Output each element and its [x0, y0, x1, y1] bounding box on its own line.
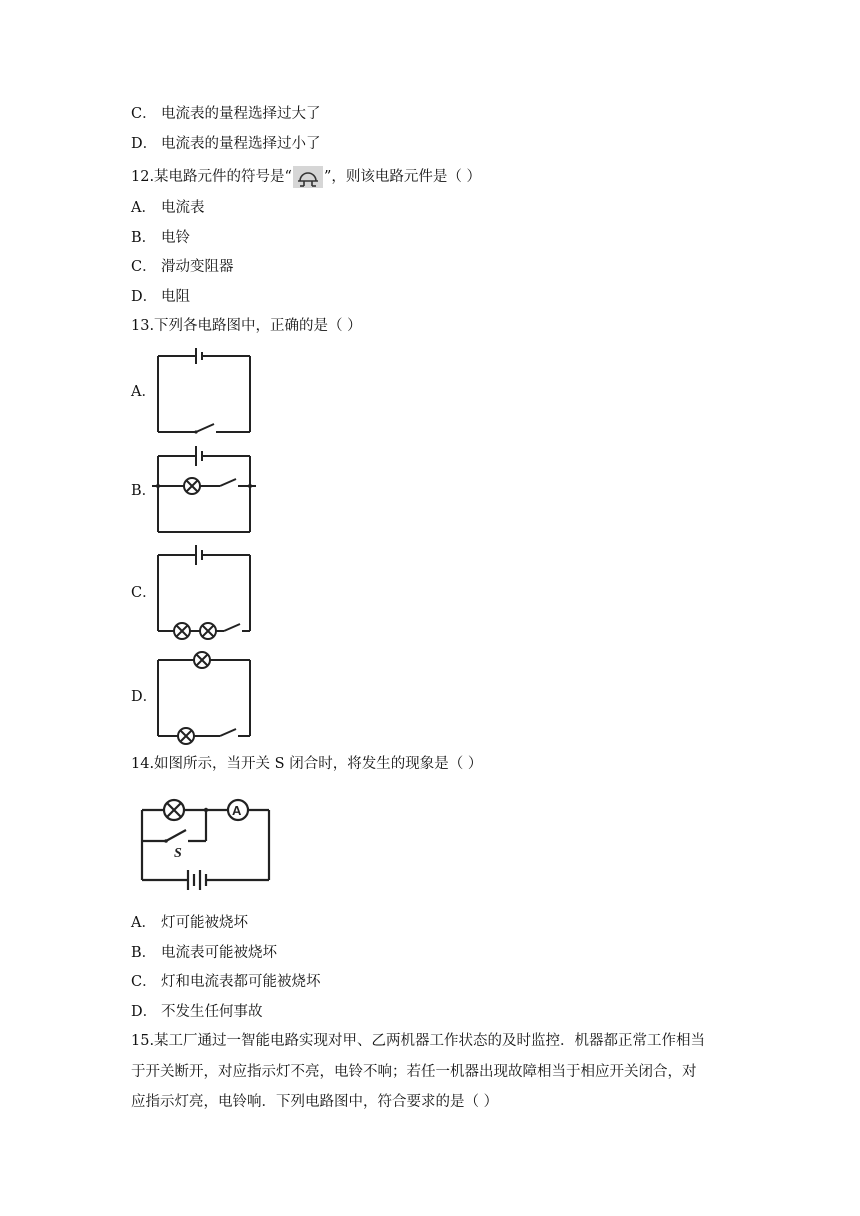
q13-circuit-b	[150, 444, 260, 539]
q13-option-d-label: D．	[131, 689, 158, 705]
q15-line-1: 15.某工厂通过一智能电路实现对甲、乙两机器工作状态的及时监控．机器都正常工作相当	[131, 1033, 706, 1049]
q12-option-b: B． 电铃	[131, 230, 190, 246]
q15-line-3: 应指示灯亮，电铃响．下列电路图中，符合要求的是（ ）	[131, 1094, 499, 1110]
q14-option-b: B． 电流表可能被烧坏	[131, 945, 277, 961]
q14-option-a: A． 灯可能被烧坏	[131, 915, 248, 931]
q14-option-c: C． 灯和电流表都可能被烧坏	[131, 974, 321, 990]
electric-bell-symbol-icon	[293, 166, 323, 188]
q14-option-d: D． 不发生任何事故	[131, 1004, 263, 1020]
q13-circuit-c	[150, 543, 260, 641]
q11-option-c: C． 电流表的量程选择过大了	[131, 106, 321, 122]
q13-option-a-label: A．	[131, 384, 156, 400]
q12-option-a: A． 电流表	[131, 200, 205, 216]
q12-option-c: C． 滑动变阻器	[131, 259, 234, 275]
q13-option-c-label: C．	[131, 585, 157, 601]
q15-line-2: 于开关断开，对应指示灯不亮，电铃不响；若任一机器出现故障相当于相应开关闭合，对	[131, 1064, 697, 1080]
q13-circuit-d	[150, 648, 260, 746]
q11-option-d: D． 电流表的量程选择过小了	[131, 136, 321, 152]
q12-option-d: D． 电阻	[131, 289, 190, 305]
q14-question: 14.如图所示，当开关 S 闭合时，将发生的现象是（ ）	[131, 756, 483, 772]
q13-question: 13.下列各电路图中，正确的是（ ）	[131, 318, 362, 334]
q13-circuit-a	[150, 344, 260, 439]
q14-circuit	[132, 790, 277, 890]
ammeter-label: A	[232, 803, 242, 818]
switch-label: S	[174, 846, 182, 861]
q12-question: 12.某电路元件的符号是“ ”，则该电路元件是（ ）	[131, 166, 481, 188]
q13-option-b-label: B．	[131, 483, 157, 499]
